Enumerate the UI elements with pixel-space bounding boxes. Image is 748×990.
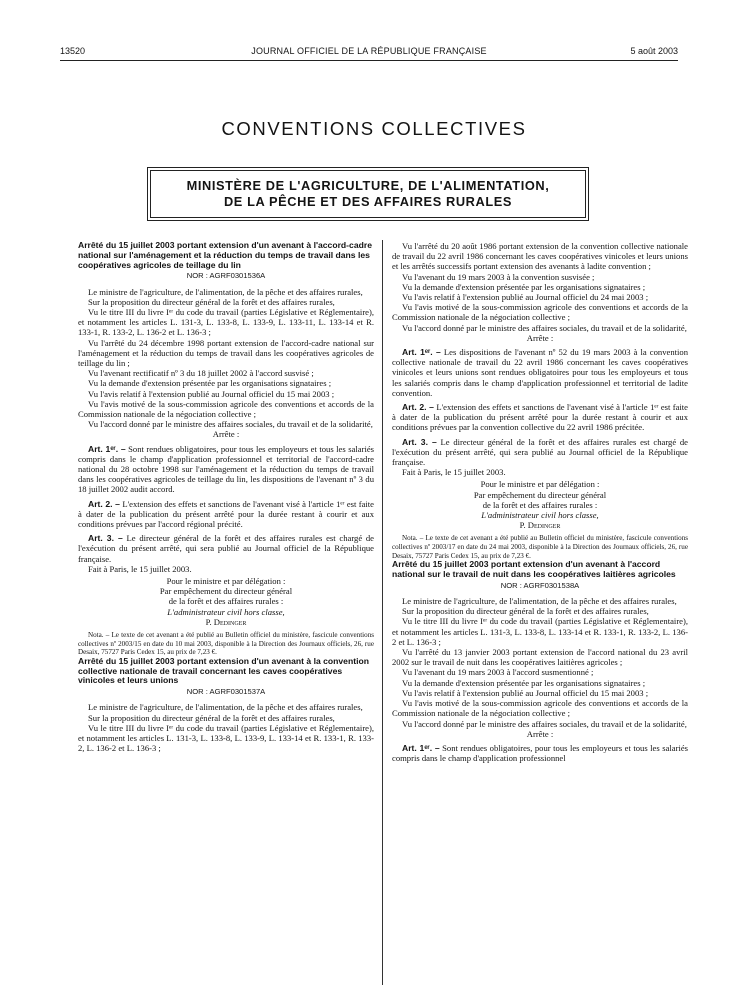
article: [392, 347, 688, 398]
article-label: Art. 1ᵉʳ. –: [402, 742, 440, 753]
article-text: Le directeur général de la forêt et des affaires rurales est chargé de l'exécution du présent arrêté, qui sera publié au Journal officiel de la République française.: [392, 436, 688, 468]
signature-line: Pour le ministre et par délégation :: [166, 576, 286, 587]
article-text: Sont rendues obligatoires, pour tous les employeurs et tous les salariés compris dans le champ d'application professionnel et territorial de l'accord-cadre national du 28 octobre 1998 sur l'aménagement et la réduction du temps de travail dans les coopératives agricoles de teillage du lin, les dispositions de l'avenant nº 3 du 18 juillet 2002 audit accord.: [78, 443, 374, 495]
paragraph: Vu l'avis relatif à l'extension publié au Journal officiel du 24 mai 2003 ;: [402, 292, 649, 303]
paragraph: Sur la proposition du directeur général de la forêt et des affaires rurales,: [88, 296, 335, 307]
right-column: [392, 241, 688, 763]
article: [392, 743, 688, 763]
decree-2-note: Nota. – Le texte de cet avenant a été publié au Bulletin officiel du ministère, fascicule conventions collectives nº 2003/17 en date du 24 mai 2003, disponible à la Direction des Journaux officiels, 26, rue Desaix, 75727 Paris Cedex 15, au prix de 7,23 €.: [392, 534, 688, 560]
arrete-word: Arrête :: [212, 429, 240, 440]
article: [78, 444, 374, 495]
ministry-box: [150, 170, 586, 218]
paragraph: Le ministre de l'agriculture, de l'alimentation, de la pêche et des affaires rurales,: [402, 596, 677, 607]
paragraph: Vu l'avenant rectificatif nº 3 du 18 juillet 2002 à l'accord susvisé ;: [88, 368, 314, 379]
decree-1-title: Arrêté du 15 juillet 2003 portant extension d'un avenant à l'accord-cadre national sur l'aménagement et la réduction du temps de travail dans les coopératives agricoles de teillage du lin: [78, 240, 372, 270]
paragraph: Vu le titre III du livre Iᵉʳ du code du travail (parties Législative et Réglementaire), et notamment les articles L. 131-3, L. 133-8, L. 133-14 et R. 133-1, R. 133-2, L. 136-2 et L. 136-3 ;: [392, 616, 688, 647]
paragraph: Sur la proposition du directeur général de la forêt et des affaires rurales,: [88, 712, 335, 723]
page-number: 13520: [60, 46, 86, 56]
article-text: Le directeur général de la forêt et des affaires rurales est chargé de l'exécution du présent arrêté, qui sera publié au Journal officiel de la République française.: [78, 533, 374, 564]
signature-line: de la forêt et des affaires rurales :: [168, 596, 284, 607]
arrete-word: Arrête :: [526, 728, 554, 739]
decree-1-note: Nota. – Le texte de cet avenant a été publié au Bulletin officiel du ministère, fascicule conventions collectives nº 2003/15 en date du 10 mai 2003, disponible à la Direction des Journaux officiels, 26, rue Desaix, 75727 Paris Cedex 15, au prix de 7,23 €.: [78, 631, 374, 657]
signatory-name: P. Dedinger: [519, 520, 561, 531]
signature-line: Par empêchement du directeur général: [473, 489, 607, 500]
fait-line: Fait à Paris, le 15 juillet 2003.: [88, 563, 192, 574]
article-text: Sont rendues obligatoires, pour tous les employeurs et tous les salariés compris dans le champ d'application professionnel: [392, 742, 688, 764]
paragraph: Vu l'accord donné par le ministre des affaires sociales, du travail et de la solidarité,: [402, 322, 687, 333]
paragraph: Vu l'accord donné par le ministre des affaires sociales, du travail et de la solidarité,: [402, 718, 687, 729]
decree-3-title: Arrêté du 15 juillet 2003 portant extension d'un avenant à l'accord national sur le travail de nuit dans les coopératives laitières agricoles: [392, 559, 676, 580]
signature-block: [78, 576, 374, 627]
ministry-line-2: DE LA PÊCHE ET DES AFFAIRES RURALES: [223, 194, 513, 209]
paragraph: Vu l'avis motivé de la sous-commission agricole des conventions et accords de la Commission nationale de la négociation collective ;: [78, 398, 374, 420]
paragraph: Vu l'arrêté du 20 août 1986 portant extension de la convention collective nationale de travail du 22 avril 1986 concernant les caves coopératives vinicoles et leurs unions et les arrêtés successifs portant extension des avenants à ladite convention ;: [392, 241, 688, 272]
article: [392, 437, 688, 468]
article-label: Art. 1ᵉʳ. –: [402, 347, 441, 358]
paragraph: Vu l'arrêté du 24 décembre 1998 portant extension de l'accord-cadre national sur l'aménagement et la réduction du temps de travail dans les coopératives agricoles de teillage du lin ;: [78, 337, 374, 369]
fait-line: Fait à Paris, le 15 juillet 2003.: [402, 467, 506, 478]
ministry-line-1: MINISTÈRE DE L'AGRICULTURE, DE L'ALIMENTATION,: [186, 178, 550, 193]
paragraph: Vu le titre III du livre Iᵉʳ du code du travail (parties Législative et Réglementaire), et notamment les articles L. 131-3, L. 133-8, L. 133-9, L. 133-14 et R. 133-1, R. 133-2, L. 136-2 et L. 136-3 ;: [78, 722, 374, 754]
article-label: Art. 3. –: [88, 533, 123, 544]
decree-2-title: Arrêté du 15 juillet 2003 portant extension d'un avenant à la convention collective nationale de travail concernant les caves coopératives vinicoles et leurs unions: [78, 655, 369, 686]
paragraph: Le ministre de l'agriculture, de l'alimentation, de la pêche et des affaires rurales,: [88, 702, 363, 713]
paragraph: Vu l'arrêté du 13 janvier 2003 portant extension de l'accord national du 23 avril 2002 sur le travail de nuit dans les coopératives laitières agricoles ;: [392, 647, 688, 668]
signature-block: [392, 479, 688, 530]
article: [78, 499, 374, 530]
paragraph: Vu l'avis motivé de la sous-commission agricole des conventions et accords de la Commission nationale de la négociation collective ;: [392, 302, 688, 323]
article: [78, 533, 374, 564]
article-label: Art. 2. –: [402, 402, 434, 413]
article-text: L'extension des effets et sanctions de l'avenant visé à l'article 1ᵉʳ est faite à dater de la publication du présent arrêté pour la durée restant à courir et aux conditions prévues par la convention collective du 22 avril 1986 précitée.: [392, 402, 688, 433]
paragraph: Vu l'avenant du 19 mars 2003 à l'accord susmentionné ;: [402, 667, 594, 678]
section-title: CONVENTIONS COLLECTIVES: [221, 118, 527, 139]
signatory-name: P. Dedinger: [205, 616, 247, 627]
paragraph: Vu le titre III du livre Iᵉʳ du code du travail (parties Législative et Réglementaire), et notamment les articles L. 131-3, L. 133-8, L. 133-9, L. 133-11, L. 133-14 et R. 133-1, R. 133-2, L. 136-2 et L. 136-3 ;: [78, 307, 374, 338]
page-header: [60, 46, 678, 60]
journal-title: JOURNAL OFFICIEL DE LA RÉPUBLIQUE FRANÇAISE: [251, 46, 487, 56]
paragraph: Vu l'accord donné par le ministre des affaires sociales, du travail et de la solidarité,: [88, 419, 373, 430]
header-rule: [60, 60, 678, 61]
paragraph: Vu l'avis relatif à l'extension publié au Journal officiel du 15 mai 2003 ;: [88, 388, 335, 399]
article-label: Art. 3. –: [402, 436, 437, 447]
article-label: Art. 2. –: [88, 498, 120, 509]
issue-date: 5 août 2003: [630, 46, 678, 56]
signature-line: de la forêt et des affaires rurales :: [482, 499, 598, 510]
paragraph: Vu l'avis motivé de la sous-commission agricole des conventions et accords de la Commission nationale de la négociation collective ;: [392, 698, 688, 719]
paragraph: Vu la demande d'extension présentée par les organisations signataires ;: [88, 378, 332, 389]
paragraph: Vu la demande d'extension présentée par les organisations signataires ;: [402, 281, 646, 292]
paragraph: Vu l'avenant du 19 mars 2003 à la convention susvisée ;: [402, 271, 595, 282]
paragraph: Vu la demande d'extension présentée par les organisations signataires ;: [402, 677, 646, 688]
article-text: L'extension des effets et sanctions de l'avenant visé à l'article 1ᵉʳ est faite à dater de la publication du présent arrêté pour la durée restant à courir et aux conditions prévues par l'accord régional précité.: [78, 498, 374, 530]
article: [392, 402, 688, 433]
signature-line: Par empêchement du directeur général: [159, 586, 293, 597]
paragraph: Le ministre de l'agriculture, de l'alimentation, de la pêche et des affaires rurales,: [88, 286, 363, 297]
column-divider: [382, 240, 383, 985]
article-text: Les dispositions de l'avenant nº 52 du 19 mars 2003 à la convention collective nationale de travail du 22 avril 1986 concernant les caves coopératives vinicoles et leurs unions sont rendues obligatoires pour tous les employeurs et tous les salariés compris dans le champ d'application professionnel et territorial de ladite convention.: [392, 347, 688, 398]
article-label: Art. 1ᵉʳ. –: [88, 443, 126, 454]
decree-2-nor: NOR : AGRF0301537A: [186, 687, 266, 697]
paragraph: Vu l'avis relatif à l'extension publié au Journal officiel du 15 mai 2003 ;: [402, 687, 649, 698]
paragraph: Sur la proposition du directeur général de la forêt et des affaires rurales,: [402, 606, 649, 617]
signature-line: Pour le ministre et par délégation :: [480, 479, 600, 490]
signature-title: L'administrateur civil hors classe,: [167, 606, 285, 617]
decree-3-nor: NOR : AGRF0301538A: [500, 580, 580, 590]
left-column: [78, 241, 374, 753]
signature-title: L'administrateur civil hors classe,: [481, 510, 599, 521]
decree-1-nor: NOR : AGRF0301536A: [186, 271, 266, 281]
arrete-word: Arrête :: [526, 332, 554, 343]
